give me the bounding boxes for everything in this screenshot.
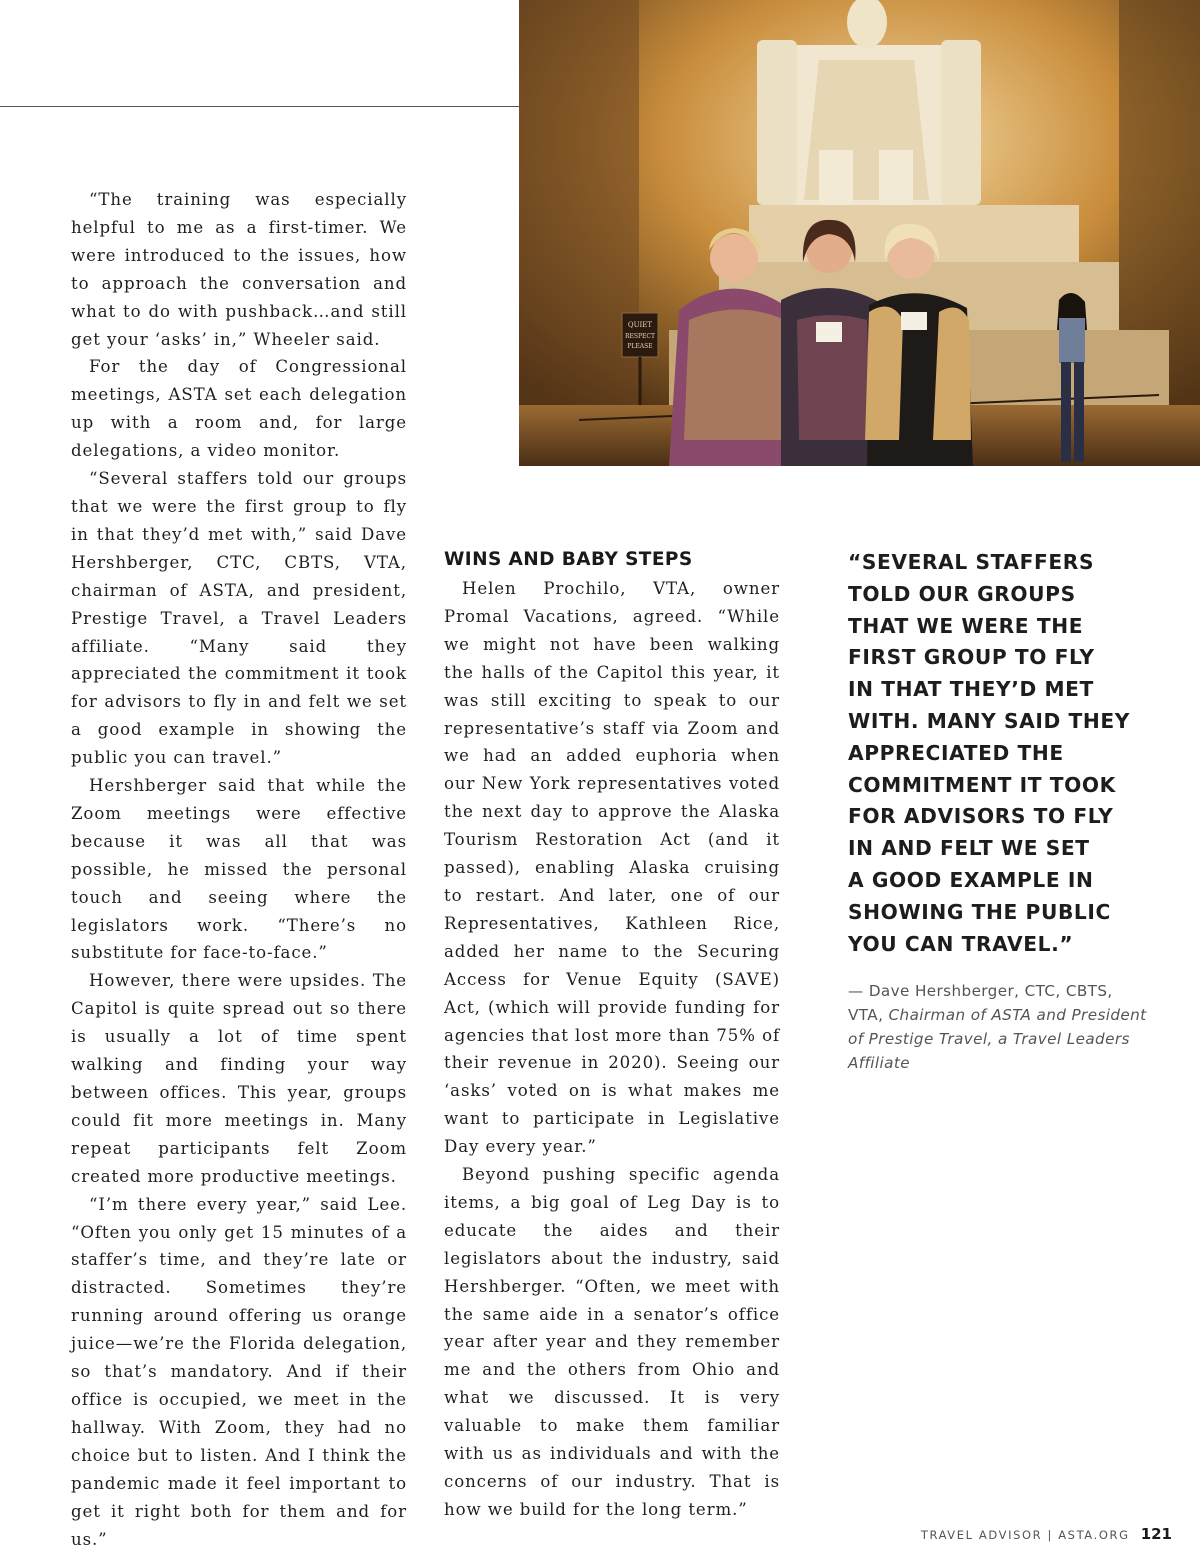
pull-quote-line: “SEVERAL STAFFERS (848, 550, 1095, 574)
footer-magazine: TRAVEL ADVISOR | ASTA.ORG (920, 1528, 1130, 1542)
article-column-2 (444, 547, 780, 1524)
top-rule (0, 106, 519, 107)
col2-paragraph-1: Helen Prochilo, VTA, owner Promal Vacations, agreed. “While we might not have been walking the halls of the Capitol this year, it was still exciting to speak to our representative’s staff via Zoom and we had an added euphoria when our New York representatives voted the next day to approve the Alaska Tourism Restoration Act (and it passed), enabling Alaska cruising to restart. And later, one of our Representatives, Kathleen Rice, added her name to the Securing Access for Venue Equity (SAVE) Act, (which will provide funding for agencies that lost more than 75% of their revenue in 2020). Seeing our ‘asks’ voted on is what makes me want to participate in Legislative Day every year.” (444, 579, 780, 1157)
pull-quote-line: THAT WE WERE THE (848, 613, 1084, 638)
pull-quote-line: APPRECIATED THE (848, 740, 1064, 765)
pull-quote-block (848, 547, 1148, 1076)
lincoln-memorial-photo (519, 0, 1200, 466)
pull-quote-attribution (848, 980, 1148, 1075)
pull-quote-line: IN THAT THEY’D MET (848, 677, 1094, 702)
pull-quote-line: COMMITMENT IT TOOK (848, 772, 1116, 797)
pull-quote-line: A GOOD EXAMPLE IN (848, 867, 1094, 892)
col2-paragraph-2: Beyond pushing specific agenda items, a big goal of Leg Day is to educate the aides and their legislators about the industry, said Hershberger. “Often, we meet with the same aide in a senator’s office year after year and they remember me and the others from Ohio and what we discussed. It is very valuable to make them familiar with us as individuals and with the concerns of our industry. That is how we build for the long term.” (444, 1165, 780, 1519)
sign-line-2: RESPECT (624, 333, 656, 340)
photo-illustration (519, 0, 1200, 466)
article-column-1 (71, 186, 407, 1553)
sign-line-1: QUIET (627, 321, 653, 329)
pull-quote-line: YOU CAN TRAVEL.” (848, 931, 1074, 956)
pull-quote (848, 547, 1148, 960)
pull-quote-line: FIRST GROUP TO FLY (848, 645, 1095, 670)
section-heading: WINS AND BABY STEPS (444, 549, 693, 570)
attribution-title: Chairman of ASTA and President of Prestige Travel, a Travel Leaders Affiliate (848, 1006, 1147, 1072)
page-footer (921, 1524, 1172, 1543)
col1-paragraph-4: Hershberger said that while the Zoom meetings were effective because it was all that was possible, he missed the personal touch and seeing where the legislators work. “There’s no substitute for face-to-face.” (71, 776, 407, 963)
pull-quote-line: IN AND FELT WE SET (848, 836, 1090, 861)
col1-paragraph-2: For the day of Congressional meetings, ASTA set each delegation up with a room and, for large delegations, a video monitor. (71, 357, 407, 461)
pull-quote-line: SHOWING THE PUBLIC (848, 899, 1111, 924)
col1-paragraph-1: “The training was especially helpful to me as a first-timer. We were introduced to the issues, how to approach the conversation and what to do with pushback…and still get your ‘asks’ in,” Wheeler said. (71, 190, 407, 349)
pull-quote-line: WITH. MANY SAID THEY (848, 708, 1130, 733)
attribution-name: — Dave Hershberger, CTC, CBTS, VTA, (848, 982, 1113, 1025)
col1-paragraph-3: “Several staffers told our groups that we were the first group to fly in that they’d met with,” said Dave Hershberger, CTC, CBTS, VTA, chairman of ASTA, and president, Prestige Travel, a Travel Leaders affiliate. “Many said they appreciated the commitment it took for advisors to fly in and felt we set a good example in showing the public you can travel.” (71, 469, 407, 768)
pull-quote-line: FOR ADVISORS TO FLY (848, 804, 1114, 829)
pull-quote-line: TOLD OUR GROUPS (848, 581, 1076, 606)
col1-paragraph-5: However, there were upsides. The Capitol is quite spread out so there is usually a lot of time spent walking and finding your way between offices. This year, groups could fit more meetings in. Many repeat participants felt Zoom created more productive meetings. (71, 971, 407, 1186)
col1-paragraph-6: “I’m there every year,” said Lee. “Often you only get 15 minutes of a staffer’s time, and they’re late or distracted. Sometimes they’re running around offering us orange juice—we’re the Florida delegation, so that’s mandatory. And if their office is occupied, we meet in the hallway. With Zoom, they had no choice but to listen. And I think the pandemic made it feel important to get it right both for them and for us.” (71, 1194, 407, 1549)
sign-line-3: PLEASE (627, 343, 653, 350)
page-number: 121 (1140, 1525, 1172, 1543)
